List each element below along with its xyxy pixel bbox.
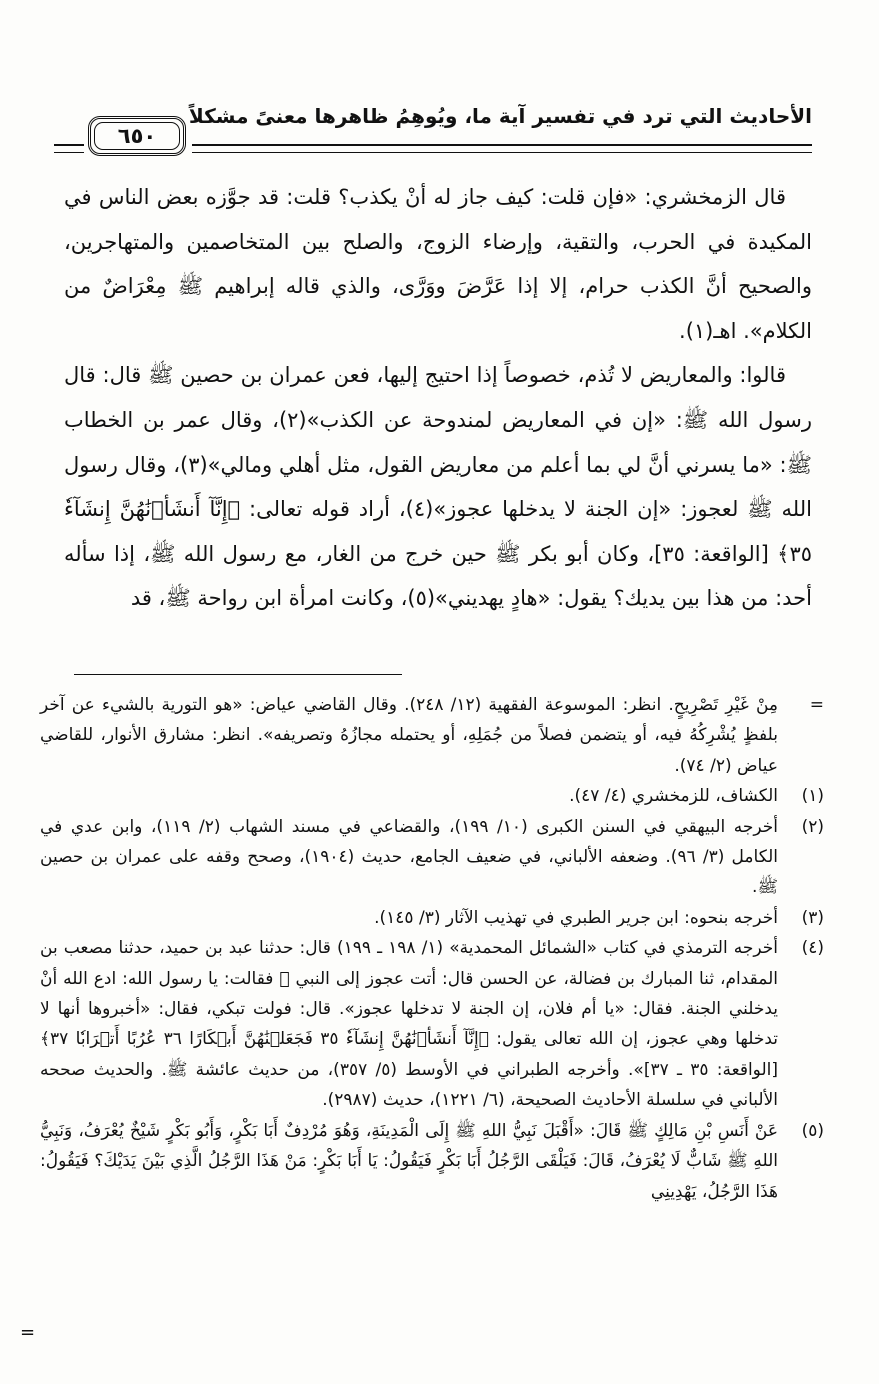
- footnote-mark: (٤): [801, 938, 824, 959]
- footnote-separator: [74, 674, 402, 675]
- continuation-mark: =: [20, 1322, 36, 1343]
- footnote-text: أخرجه البيهقي في السنن الكبرى (١٠/ ١٩٩)، والقضاعي في مسند الشهاب (٢/ ١١٩)، وابن عدي في الكامل (٣/ ٩٦). وضعفه الألباني، في ضعيف الجامع، حديث (١٩٠٤)، وصحح وقفه على عمران بن حصين ﷺ.: [40, 816, 779, 898]
- page-number-frame: [88, 116, 186, 156]
- main-text: [64, 175, 812, 621]
- paragraph-maarid: قالوا: والمعاريض لا تُذم، خصوصاً إذا احتيج إليها، فعن عمران بن حصين ﷺ قال: قال رسول الله ﷺ: «إن في المعاريض لمندوحة عن الكذب»(٢)، وقال عمر بن الخطاب ﷺ: «ما يسرني أنَّ لي بما أعلم من معاريض القول، مثل أهلي ومالي»(٣)، وقال رسول الله ﷺ لعجوز: «إن الجنة لا يدخلها عجوز»(٤)، أراد قوله تعالى: ﴿إِنَّآ أَنشَأۡنَٰهُنَّ إِنشَآءٗ ٣٥﴾ [الواقعة: ٣٥]، وكان أبو بكر ﷺ حين خرج من الغار، مع رسول الله ﷺ، إذا سأله أحد: من هذا بين يديك؟ يقول: «هادٍ يهديني»(٥)، وكانت امرأة ابن رواحة ﷺ، قد: [64, 363, 812, 611]
- footnote-mark: (٣): [801, 907, 824, 928]
- page-header: [62, 98, 812, 158]
- footnote-3: [40, 903, 824, 933]
- footnote-1: [40, 781, 824, 811]
- footnote-mark: (٥): [801, 1120, 824, 1141]
- footnote-text: عَنْ أَنَسِ بْنِ مَالِكٍ ﷺ قَالَ: «أَقْبَلَ نَبِيُّ اللهِ ﷺ إِلَى الْمَدِينَةِ، وَهُوَ مُرْدِفٌ أَبَا بَكْرٍ، وَأَبُو بَكْرٍ شَيْخٌ يُعْرَفُ، وَنَبِيُّ اللهِ ﷺ شَابٌّ لَا يُعْرَفُ، قَالَ: فَيَلْقَى الرَّجُلُ أَبَا بَكْرٍ فَيَقُولُ: يَا أَبَا بَكْرٍ: مَنْ هَذَا الرَّجُلُ الَّذِي بَيْنَ يَدَيْكَ؟ فَيَقُولُ: هَذَا الرَّجُلُ، يَهْدِينِي: [40, 1120, 778, 1202]
- footnote-text: أخرجه الترمذي في كتاب «الشمائل المحمدية» (١/ ١٩٨ ـ ١٩٩) قال: حدثنا عبد بن حميد، حدثنا مصعب بن المقدام، ثنا المبارك بن فضالة، عن الحسن قال: أتت عجوز إلى النبي ﷺ فقالت: يا رسول الله: ادع الله أنْ يدخلني الجنة. فقال: «يا أم فلان، إن الجنة لا تدخلها عجوز». قال: فولت تبكي، فقال: «أخبروها أنها لا تدخلها وهي عجوز، إن الله تعالى يقول: ﴿إِنَّآ أَنشَأۡنَٰهُنَّ إِنشَآءٗ ٣٥ فَجَعَلۡنَٰهُنَّ أَبۡكَارًا ٣٦ عُرُبًا أَتۡرَابٗا ٣٧﴾ [الواقعة: ٣٥ ـ ٣٧]». وأخرجه الطبراني في الأوسط (٥/ ٣٥٧)، من حديث عائشة ﷺ. والحديث صححه الألباني في سلسلة الأحاديث الصحيحة، (٦/ ١٢٢١)، حديث (٢٩٨٧).: [40, 938, 779, 1111]
- footnote-continued: [40, 690, 824, 781]
- footnote-mark: =: [809, 695, 824, 715]
- footnote-text: أخرجه بنحوه: ابن جرير الطبري في تهذيب الآثار (٣/ ١٤٥).: [374, 907, 778, 928]
- running-title: الأحاديث التي ترد في تفسير آية ما، ويُوهِمُ ظاهرها معنىً مشكلاً: [188, 104, 812, 128]
- footnote-5: [40, 1116, 824, 1207]
- footnote-text: الكشاف، للزمخشري (٤/ ٤٧).: [569, 786, 778, 807]
- footnote-mark: (٢): [801, 816, 824, 837]
- footnote-mark: (١): [801, 786, 824, 807]
- paragraph-zamakhshari: قال الزمخشري: «فإن قلت: كيف جاز له أنْ يكذب؟ قلت: قد جوَّزه بعض الناس في المكيدة في الحرب، والتقية، وإرضاء الزوج، والصلح بين المتخاصمين والمتهاجرين، والصحيح أنَّ الكذب حرام، إلا إذا عَرَّضَ ووَرَّى، والذي قاله إبراهيم ﷺ مِعْرَاضٌ من الكلام». اهـ(١).: [64, 185, 812, 343]
- header-rule-left: [54, 144, 84, 153]
- footnote-4: [40, 933, 824, 1115]
- footnote-2: [40, 812, 824, 903]
- footnote-text: مِنْ غَيْرِ تَصْرِيحٍ. انظر: الموسوعة الفقهية (١٢/ ٢٤٨). وقال القاضي عياض: «هو التورية بالشيء عن آخر بلفظٍ يُشْرِكُهُ فيه، أو يتضمن فصلاً من جُمَلِهِ، أو يحتمله مجازُهُ وتصريفه». انظر: مشارق الأنوار، للقاضي عياض (٢/ ٧٤).: [40, 695, 778, 776]
- footnotes: [40, 690, 824, 1207]
- page-number: ٦٥٠: [117, 124, 157, 148]
- header-rule-right: [192, 144, 812, 153]
